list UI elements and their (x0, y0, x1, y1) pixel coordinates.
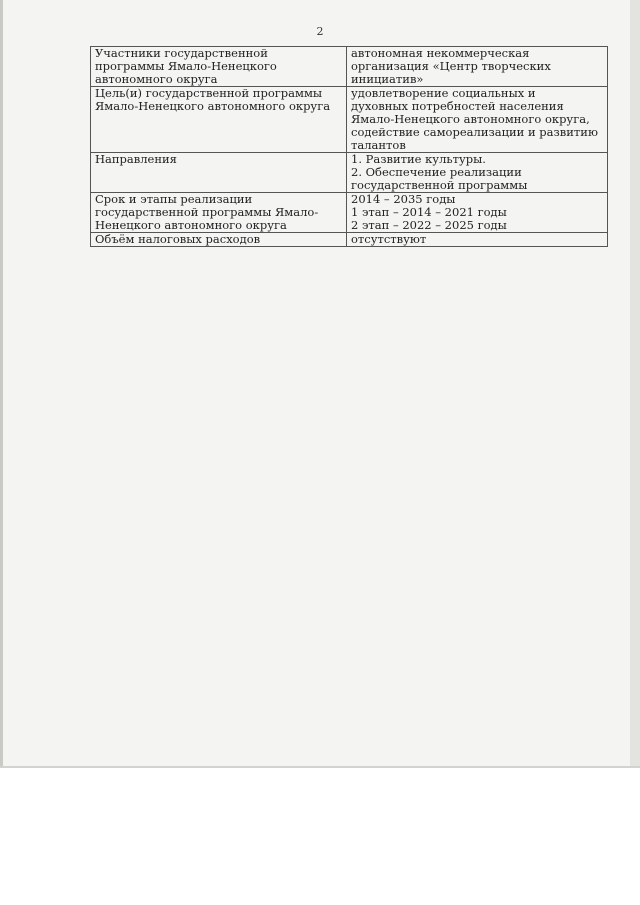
row-label-directions (91, 153, 347, 193)
cell-text-line: отсутствуют (351, 232, 427, 246)
cell-text-line: содействие самореализации и развитию (351, 125, 598, 139)
cell-text-line: удовлетворение социальных и (351, 86, 536, 100)
cell-text-line: 2. Обеспечение реализации (351, 165, 522, 179)
cell-text-line: Направления (95, 152, 177, 166)
cell-text-line: Срок и этапы реализации (95, 192, 253, 206)
cell-text-line: Объём налоговых расходов (95, 232, 261, 246)
row-label-tax-expenses (91, 233, 347, 247)
row-value-terms (347, 193, 608, 233)
cell-text-line: автономная некоммерческая (351, 46, 530, 60)
cell-text-line: программы Ямало-Ненецкого (95, 59, 277, 73)
cell-text-line: Ненецкого автономного округа (95, 218, 287, 232)
cell-text-line: 2014 – 2035 годы (351, 192, 456, 206)
table-row (91, 87, 608, 153)
cell-text-line: государственной программы Ямало- (95, 205, 319, 219)
table-row (91, 233, 608, 247)
row-label-participants (91, 47, 347, 87)
scan-bottom-edge (0, 766, 640, 768)
row-value-directions (347, 153, 608, 193)
program-passport-table (90, 46, 608, 247)
table-row (91, 153, 608, 193)
cell-text-line: Ямало-Ненецкого автономного округа (95, 99, 331, 113)
row-value-tax-expenses (347, 233, 608, 247)
cell-text-line: талантов (351, 138, 406, 152)
cell-text-line: Участники государственной (95, 46, 268, 60)
cell-text-line: автономного округа (95, 72, 218, 86)
cell-text-line: государственной программы (351, 178, 528, 192)
row-value-participants (347, 47, 608, 87)
row-label-terms (91, 193, 347, 233)
scan-right-edge (630, 0, 640, 768)
row-label-goals (91, 87, 347, 153)
table-row (91, 193, 608, 233)
cell-text-line: Ямало-Ненецкого автономного округа, (351, 112, 590, 126)
table-row (91, 47, 608, 87)
cell-text-line: духовных потребностей населения (351, 99, 564, 113)
page-number: 2 (316, 25, 324, 38)
cell-text-line: организация «Центр творческих (351, 59, 551, 73)
cell-text-line: 1 этап – 2014 – 2021 годы (351, 205, 507, 219)
cell-text-line: 2 этап – 2022 – 2025 годы (351, 218, 507, 232)
scan-left-edge (0, 0, 3, 768)
row-value-goals (347, 87, 608, 153)
cell-text-line: инициатив» (351, 72, 424, 86)
cell-text-line: Цель(и) государственной программы (95, 86, 323, 100)
cell-text-line: 1. Развитие культуры. (351, 152, 486, 166)
